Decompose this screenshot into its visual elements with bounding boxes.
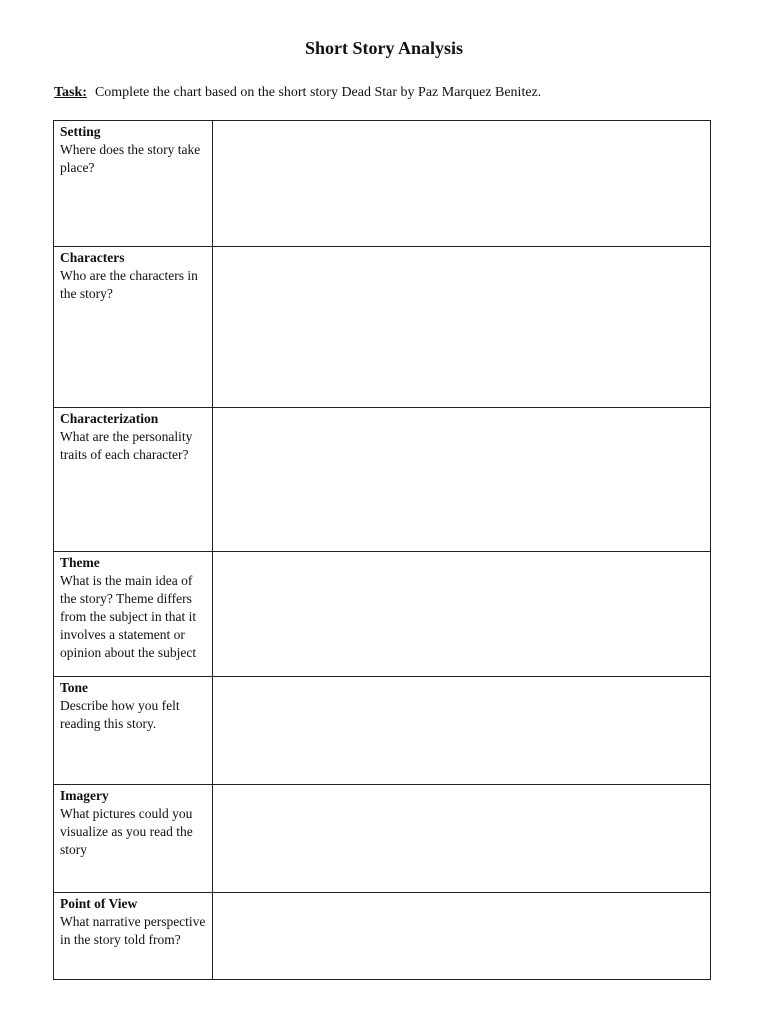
analysis-chart <box>53 120 711 980</box>
chart-row-tone <box>54 677 710 785</box>
answer-cell-characterization[interactable] <box>213 408 710 551</box>
row-label-cell <box>54 408 213 551</box>
row-question: What is the main idea of the story? Theme differs from the subject in that it involves a statement or opinion about the subject <box>60 573 197 660</box>
row-heading: Imagery <box>60 788 109 803</box>
answer-cell-imagery[interactable] <box>213 785 710 892</box>
task-text: Complete the chart based on the short story Dead Star by Paz Marquez Benitez. <box>94 85 542 100</box>
chart-row-point-of-view <box>54 893 710 979</box>
row-question: What are the personality traits of each character? <box>60 429 193 462</box>
row-label-cell <box>54 552 213 676</box>
answer-cell-tone[interactable] <box>213 677 710 784</box>
row-heading: Tone <box>60 680 89 695</box>
chart-row-theme <box>54 552 710 677</box>
chart-row-characterization <box>54 408 710 552</box>
row-question: What pictures could you visualize as you read the story <box>60 806 193 857</box>
task-instruction <box>54 85 541 101</box>
row-label-cell <box>54 785 213 892</box>
row-heading: Setting <box>60 124 101 139</box>
page-title: Short Story Analysis <box>304 38 464 58</box>
row-question: Where does the story take place? <box>60 142 201 175</box>
row-question: Who are the characters in the story? <box>60 268 198 301</box>
answer-cell-theme[interactable] <box>213 552 710 676</box>
row-heading: Characters <box>60 250 125 265</box>
row-label-cell <box>54 893 213 979</box>
task-label: Task: <box>54 85 87 100</box>
row-heading: Characterization <box>60 411 159 426</box>
answer-cell-point-of-view[interactable] <box>213 893 710 979</box>
row-heading: Theme <box>60 555 100 570</box>
row-label-cell <box>54 677 213 784</box>
row-question: What narrative perspective in the story told from? <box>60 914 206 947</box>
row-label-cell <box>54 121 213 246</box>
row-heading: Point of View <box>60 896 138 911</box>
row-label-cell <box>54 247 213 407</box>
chart-row-characters <box>54 247 710 408</box>
row-question: Describe how you felt reading this story. <box>60 698 180 731</box>
chart-row-imagery <box>54 785 710 893</box>
chart-row-setting <box>54 121 710 247</box>
answer-cell-setting[interactable] <box>213 121 710 246</box>
answer-cell-characters[interactable] <box>213 247 710 407</box>
